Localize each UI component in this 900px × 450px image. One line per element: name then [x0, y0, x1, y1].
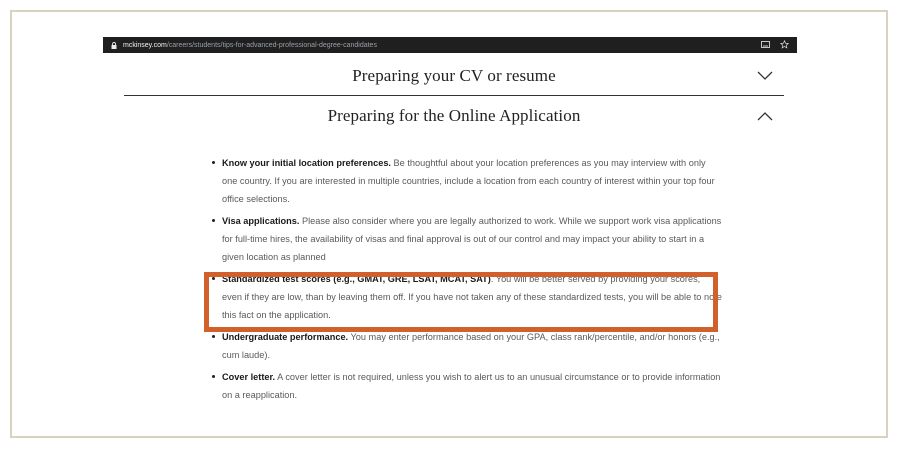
- list-item-text: Please also consider where you are legally authorized to work. While we support work visa applications for full-time hires, the availability of visas and final approval is out of our control and may impact your ability to start in a given location as planned: [222, 216, 722, 262]
- list-item: [212, 368, 722, 404]
- list-item-text: . You will be better served by providing your scores, even if they are low, than by leaving them off. If you have not taken any of these standardized tests, you will be able to note this fact on the application.: [222, 274, 722, 320]
- url-domain: mckinsey.com: [123, 41, 167, 49]
- list-item-heading: Cover letter.: [222, 372, 276, 382]
- list-item: [212, 154, 722, 208]
- list-item-heading: Know your initial location preferences.: [222, 158, 391, 168]
- star-icon[interactable]: [780, 40, 789, 51]
- list-item-text: A cover letter is not required, unless you wish to alert us to an unusual circumstance or to provide information on a reapplication.: [222, 372, 721, 400]
- lock-icon: [111, 42, 117, 49]
- browser-address-bar[interactable]: [103, 37, 797, 53]
- list-item-text: You may enter performance based on your GPA, class rank/percentile, and/or honors (e.g., cum laude).: [222, 332, 720, 360]
- list-item: [212, 212, 722, 266]
- highlight-box: [204, 272, 718, 332]
- install-app-icon[interactable]: [761, 41, 770, 50]
- list-item-heading: Standardized test scores (e.g., GMAT, GRE, LSAT, MCAT, SAT): [222, 274, 491, 284]
- url-path: /careers/students/tips-for-advanced-professional-degree-candidates: [166, 41, 377, 49]
- accordion-title: Preparing for the Online Application: [327, 106, 581, 125]
- list-item-heading: Visa applications.: [222, 216, 300, 226]
- list-item: [212, 328, 722, 364]
- chevron-down-icon[interactable]: [757, 68, 773, 84]
- accordion-item-cv-resume[interactable]: [124, 60, 784, 92]
- accordion-divider: [124, 95, 784, 96]
- list-item-heading: Undergraduate performance.: [222, 332, 349, 342]
- list-item-text: Be thoughtful about your location preferences as you may interview with only one country. If you are interested in multiple countries, include a location from each country of interest within your top four office selections.: [222, 158, 715, 204]
- accordion-item-online-application[interactable]: [124, 100, 784, 132]
- chevron-up-icon[interactable]: [757, 108, 773, 124]
- accordion-title: Preparing your CV or resume: [352, 66, 556, 85]
